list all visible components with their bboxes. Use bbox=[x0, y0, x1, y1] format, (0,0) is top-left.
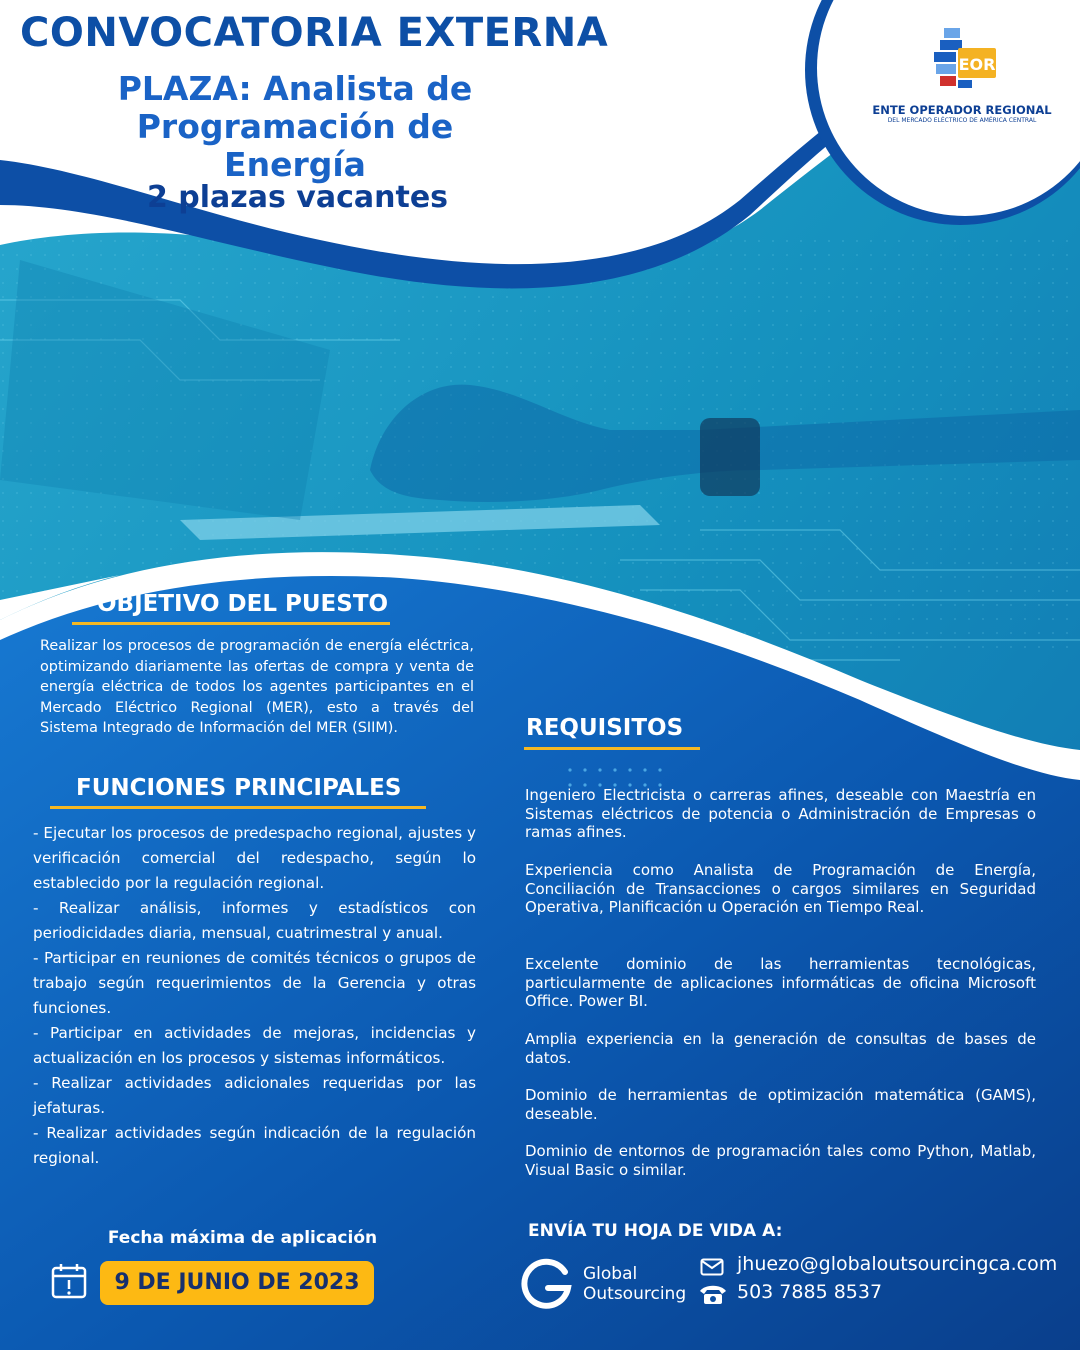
phone-icon bbox=[697, 1283, 729, 1305]
page-title: CONVOCATORIA EXTERNA bbox=[20, 10, 609, 56]
list-item: - Ejecutar los procesos de predespacho regional, ajustes y verificación comercial del redespacho, según lo establecido por la regulación regional. bbox=[33, 824, 476, 892]
list-item: - Realizar actividades adicionales requeridas por las jefaturas. bbox=[33, 1074, 476, 1117]
requirements-underline bbox=[524, 747, 700, 750]
calendar-icon bbox=[50, 1262, 88, 1300]
global-outsourcing-logo-icon bbox=[520, 1258, 574, 1312]
list-item: Dominio de entornos de programación tales como Python, Matlab, Visual Basic o similar. bbox=[525, 1142, 1036, 1179]
contact-email-link[interactable]: jhuezo@globaloutsourcingca.com bbox=[737, 1253, 1058, 1275]
list-item: Excelente dominio de las herramientas tecnológicas, particularmente de aplicaciones informáticas de oficina Microsoft Office. Power BI. bbox=[525, 955, 1036, 1010]
org-name: ENTE OPERADOR REGIONAL bbox=[872, 103, 1052, 117]
company-name-line2: Outsourcing bbox=[583, 1284, 687, 1304]
list-item: - Participar en actividades de mejoras, incidencias y actualización en los procesos y sistemas informáticos. bbox=[33, 1024, 476, 1067]
list-item: Amplia experiencia en la generación de consultas de bases de datos. bbox=[525, 1030, 1036, 1067]
position-title-line2: Programación de bbox=[136, 107, 454, 146]
send-cv-label: ENVÍA TU HOJA DE VIDA A: bbox=[528, 1221, 783, 1241]
deadline-label: Fecha máxima de aplicación bbox=[107, 1228, 378, 1248]
contact-phone: 503 7885 8537 bbox=[737, 1281, 883, 1303]
list-item: Experiencia como Analista de Programación de Energía, Conciliación de Transacciones o cargos similares en Seguridad Operativa, Planificación u Operación en Tiempo Real. bbox=[525, 861, 1036, 916]
company-name-line1: Global bbox=[583, 1264, 638, 1284]
list-item: Ingeniero Electricista o carreras afines, deseable con Maestría en Sistemas eléctricos de potencia o Administración de Empresas o ramas afines. bbox=[525, 786, 1036, 841]
company-name bbox=[583, 1264, 686, 1304]
email-icon bbox=[700, 1258, 724, 1276]
org-subtitle: DEL MERCADO ELÉCTRICO DE AMÉRICA CENTRAL bbox=[887, 117, 1037, 124]
svg-text:EOR: EOR bbox=[958, 55, 996, 74]
requirements-heading: REQUISITOS bbox=[526, 715, 684, 741]
list-item: - Participar en reuniones de comités técnicos o grupos de trabajo según requerimientos de la Gerencia y otras funciones. bbox=[33, 949, 476, 1017]
list-item: - Realizar actividades según indicación de la regulación regional. bbox=[33, 1124, 476, 1167]
position-title-line3: Energía bbox=[224, 145, 366, 184]
functions-list bbox=[33, 821, 476, 1171]
position-title-line1: PLAZA: Analista de bbox=[117, 69, 473, 108]
list-item: - Realizar análisis, informes y estadísticos con periodicidades diaria, mensual, cuatrimestral y anual. bbox=[33, 899, 476, 942]
objective-underline bbox=[72, 622, 390, 625]
functions-underline bbox=[50, 806, 426, 809]
position-title bbox=[100, 70, 490, 184]
eor-emblem-icon bbox=[870, 18, 1060, 103]
objective-heading: OBJETIVO DEL PUESTO bbox=[97, 591, 389, 617]
deadline-date: 9 DE JUNIO DE 2023 bbox=[100, 1261, 374, 1305]
functions-heading: FUNCIONES PRINCIPALES bbox=[76, 775, 402, 801]
objective-text: Realizar los procesos de programación de energía eléctrica, optimizando diariamente las ofertas de compra y venta de energía eléctrica de todos los agentes participantes en el Mercado Eléctrico Regional (MER), esto a través del Sistema Integrado de Información del MER (SIIM). bbox=[40, 638, 474, 737]
vacancies-count: 2 plazas vacantes bbox=[146, 180, 449, 215]
list-item: Dominio de herramientas de optimización matemática (GAMS), deseable. bbox=[525, 1086, 1036, 1123]
